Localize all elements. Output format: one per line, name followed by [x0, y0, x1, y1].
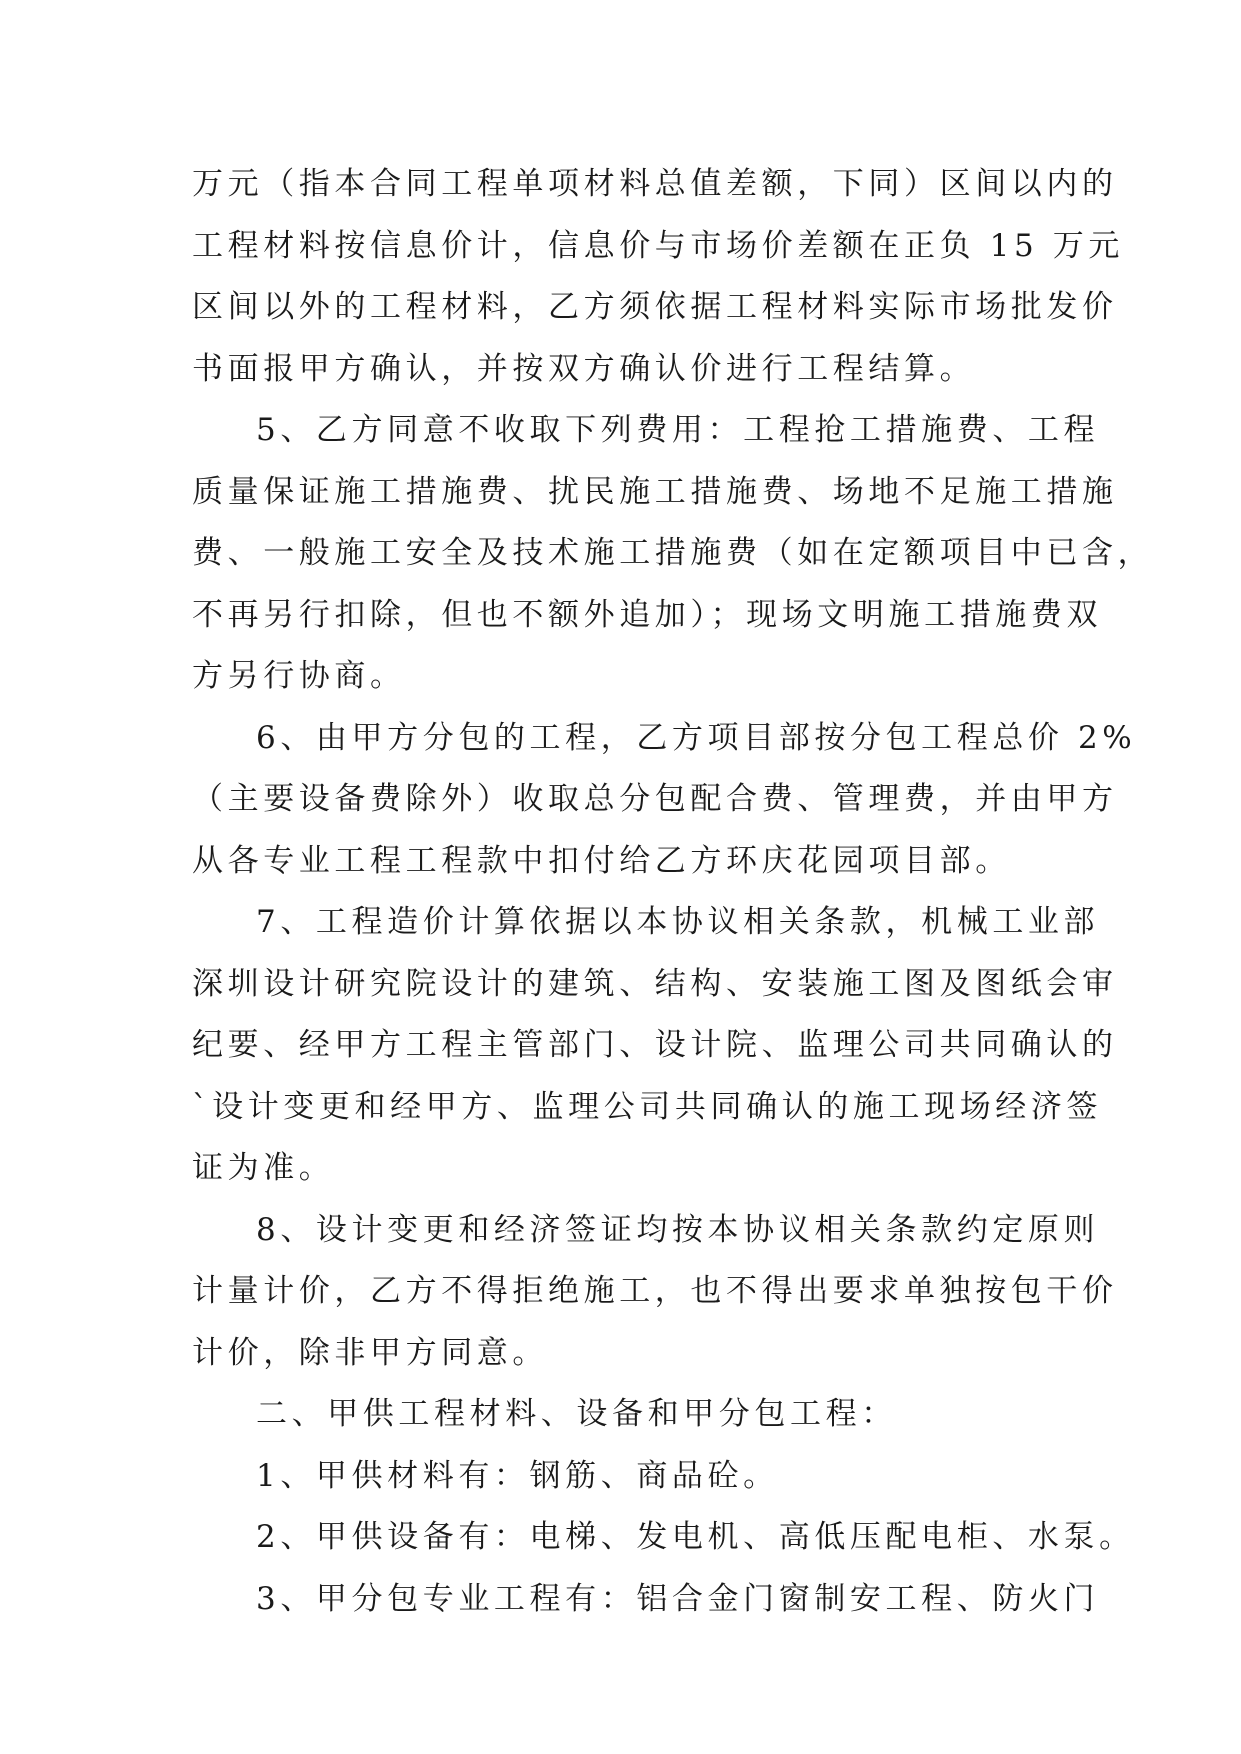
text-line: 深圳设计研究院设计的建筑、结构、安装施工图及图纸会审 — [192, 965, 1118, 1002]
text-line: 二、甲供工程材料、设备和甲分包工程： — [256, 1396, 897, 1432]
text-line: 1、甲供材料有：钢筋、商品砼。 — [256, 1457, 779, 1494]
text-line: 5、乙方同意不收取下列费用：工程抢工措施费、工程 — [256, 412, 1100, 448]
text-line: 万元（指本合同工程单项材料总值差额，下同）区间以内的 — [192, 166, 1118, 202]
text-line: （主要设备费除外）收取总分包配合费、管理费，并由甲方 — [192, 781, 1118, 817]
text-line: 6、由甲方分包的工程，乙方项目部按分包工程总价 2% — [256, 719, 1137, 756]
text-line: 从各专业工程工程款中扣付给乙方环庆花园项目部。 — [192, 842, 1011, 879]
text-line: 3、甲分包专业工程有：铝合金门窗制安工程、防火门 — [256, 1580, 1100, 1617]
document-body — [192, 154, 1154, 1630]
text-line: 方另行协商。 — [192, 658, 406, 694]
text-line: 2、甲供设备有：电梯、发电机、高低压配电柜、水泵。 — [256, 1519, 1135, 1555]
text-line: 书面报甲方确认，并按双方确认价进行工程结算。 — [192, 350, 976, 387]
text-line: 8、设计变更和经济签证均按本协议相关条款约定原则 — [256, 1211, 1100, 1248]
text-line: 工程材料按信息价计，信息价与市场价差额在正负 15 万元 — [192, 227, 1124, 264]
text-line: 纪要、经甲方工程主管部门、设计院、监理公司共同确认的 — [192, 1027, 1118, 1063]
text-line: 区间以外的工程材料，乙方须依据工程材料实际市场批发价 — [192, 289, 1118, 325]
text-line: 费、一般施工安全及技术施工措施费（如在定额项目中已含， — [192, 535, 1154, 571]
text-line: 证为准。 — [192, 1150, 335, 1186]
text-line: 7、工程造价计算依据以本协议相关条款，机械工业部 — [256, 904, 1100, 940]
text-line: 不再另行扣除，但也不额外追加）；现场文明施工措施费双 — [192, 596, 1103, 633]
text-line: 计价，除非甲方同意。 — [192, 1334, 548, 1371]
text-line: 质量保证施工措施费、扰民施工措施费、场地不足施工措施 — [192, 473, 1118, 510]
text-line: 计量计价，乙方不得拒绝施工，也不得出要求单独按包干价 — [192, 1273, 1118, 1309]
text-line: `设计变更和经甲方、监理公司共同确认的施工现场经济签 — [192, 1088, 1103, 1125]
